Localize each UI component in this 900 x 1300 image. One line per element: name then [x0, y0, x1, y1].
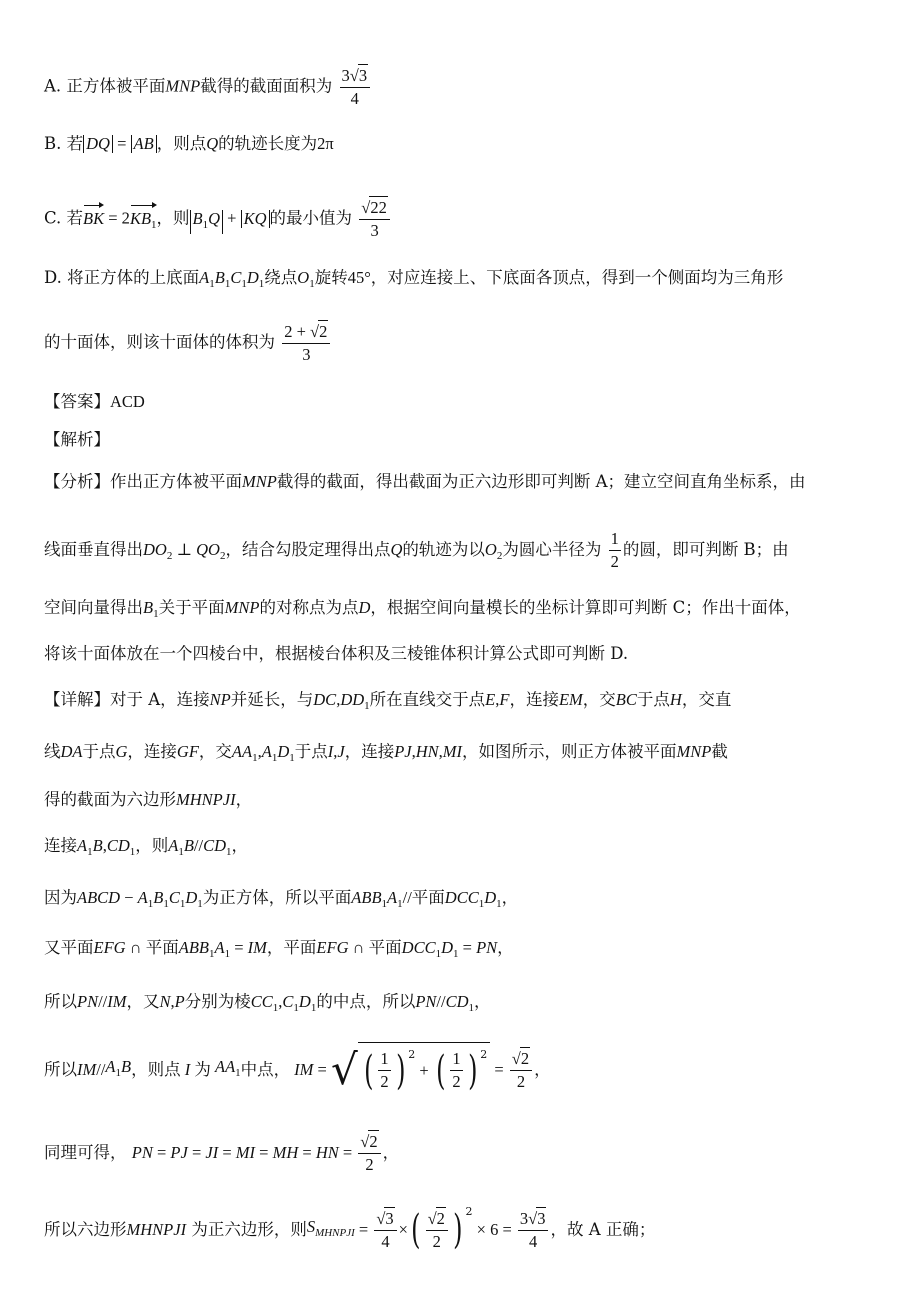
detail-line7: 所以PN//IM，又N,P分别为棱$CC_1,C_1D_1$的中点，所以$PN//CD_1$，	[44, 992, 491, 1014]
math-abs-kq: KQ	[241, 210, 270, 228]
detail-line9: 同理可得， PN = PJ = JI = MI = MH = HN = $\frac{√2}{2}$ ，	[44, 1132, 400, 1174]
analysis-line2: 线面垂直得出$DO_2$ ⊥ $QO_2$，结合勾股定理得出点Q的轨迹为以$O_2$为圆心半径为 $\frac{1}{2}$ 的圆，即可判断 B；由	[44, 529, 789, 571]
vector-kb1: $KB_1$	[130, 203, 157, 237]
vector-bk: BK	[83, 203, 104, 231]
math-abs-b1q: $B_1Q$	[190, 210, 224, 234]
fraction-2-plus-sqrt2-over-3: $\frac{2 + √2}{3}$	[282, 320, 330, 366]
answer-line: 【答案】ACD	[44, 392, 145, 411]
math-mnp: MNP	[165, 76, 201, 96]
fraction-sqrt2-over-2: $\frac{√2}{2}$	[510, 1047, 532, 1093]
analysis-line1: 【分析】作出正方体被平面MNP截得的截面，得出截面为正六边形即可判断 A；建立空间直角坐标系，由	[44, 472, 806, 491]
detail-line6: 又平面EFG ∩ 平面$ABB_1A_1$ = IM，平面EFG ∩ 平面$DCC_1D_1$ = PN，	[44, 938, 514, 960]
detail-line10: 所以六边形 MHNPJI 为正六边形，则 $S_{MHNPJI}$ = $\frac{√3}{4}$ × ( $\frac{√2}{2}$ ) $^2$ × 6 = $\frac{3√3}{4}$ ，故 A 正确；	[44, 1205, 656, 1253]
math-abs-ab: AB	[131, 135, 157, 153]
fraction-3sqrt3-over-4: $\frac{3√3}{4}$	[340, 64, 371, 110]
math-2pi: 2π	[317, 134, 334, 153]
detail-line1: 【详解】对于 A，连接NP并延长，与$DC,DD_1$所在直线交于点E,F，连接EM，交BC于点H，交直	[44, 690, 732, 712]
fraction-sqrt2-over-2-b: $\frac{√2}{2}$	[358, 1130, 380, 1176]
option-d-line1: D. 将正方体的上底面$A_1B_1C_1D_1$绕点$O_1$旋转45°，对应连接上、下底面各顶点，得到一个侧面均为三角形	[44, 268, 784, 290]
fraction-1-over-2: $\frac{1}{2}$	[610, 529, 619, 571]
option-a: A. 正方体被平面MNP截得的截面面积为 $\frac{3√3}{4}$	[44, 64, 870, 110]
fraction-3sqrt3-over-4-result: $\frac{3√3}{4}$	[518, 1207, 549, 1253]
analysis-line3: 空间向量得出$B_1$关于平面MNP的对称点为点D，根据空间向量模长的坐标计算即可判断 C；作出十面体，	[44, 598, 801, 620]
sqrt-half-squared-sum: √ ( $\frac{1}{2}$ ) $^2$ + ( $\frac{1}{2}$ ) $^2$	[331, 1042, 490, 1098]
math-abs-dq: DQ	[83, 135, 113, 153]
answer-value: ACD	[110, 392, 145, 411]
option-d-line2: 的十面体，则该十面体的体积为 $\frac{2 + √2}{3}$	[44, 320, 870, 366]
fraction-sqrt22-over-3: $\frac{√22}{3}$	[359, 196, 390, 242]
detail-line3: 得的截面为六边形MHNPJI，	[44, 790, 253, 809]
option-b: B. 若 DQ = AB ，则点Q的轨迹长度为2π	[44, 134, 334, 153]
detail-line2: 线DA于点G，连接GF，交$AA_1,A_1D_1$于点I,J，连接PJ,HN,MI，如图所示，则正方体被平面MNP截	[44, 742, 728, 764]
analysis-heading: 【解析】	[44, 430, 110, 449]
analysis-line4: 将该十面体放在一个四棱台中，根据棱台体积及三棱锥体积计算公式即可判断 D.	[44, 644, 629, 663]
detail-line4: 连接$A_1B,CD_1$，则$A_1B//CD_1$，	[44, 836, 249, 858]
option-c: C. 若BK = $2KB_1$，则 $B_1Q$ + KQ 的最小值为 $\frac{√22}{3}$	[44, 196, 870, 242]
detail-line5: 因为ABCD − $A_1B_1C_1D_1$为正方体，所以平面$ABB_1A_1//$平面$DCC_1D_1$，	[44, 888, 519, 910]
detail-line8: 所以 IM // $A_1B$ ，则点 I 为 $AA_1$ 中点， IM = √ ( $\frac{1}{2}$ ) $^2$ + ( $\frac{1}{2}$ ) $^2$ = $\frac{√2}{2}$ ，	[44, 1040, 870, 1100]
